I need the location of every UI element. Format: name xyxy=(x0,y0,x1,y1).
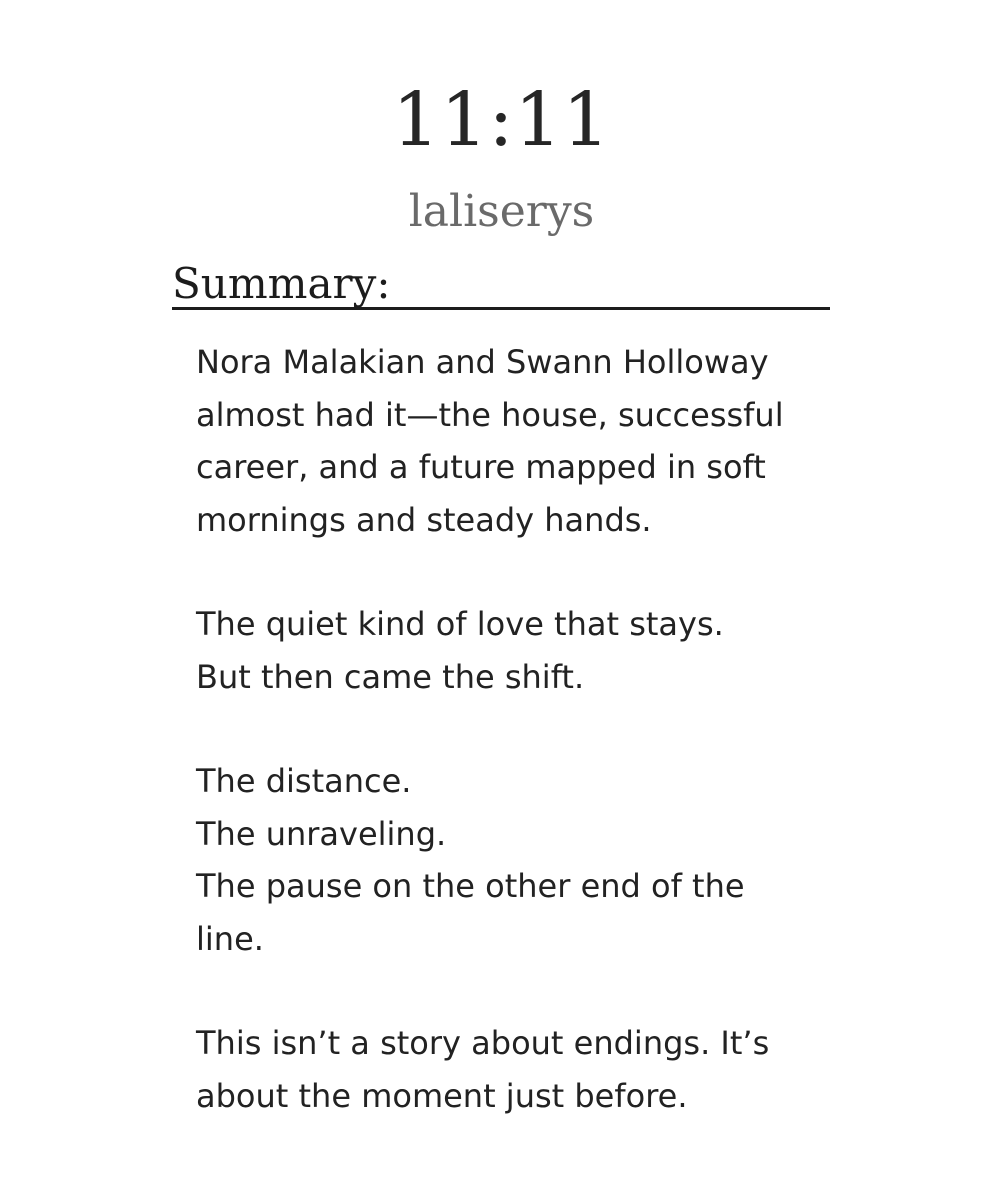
summary-line: The pause on the other end of the xyxy=(196,867,745,905)
summary-line: But then came the shift. xyxy=(196,657,585,696)
work-title: 11:11 xyxy=(392,77,611,163)
summary-line: This isn’t a story about endings. It’s xyxy=(196,1024,770,1062)
summary-paragraph xyxy=(196,755,816,965)
summary-line: mornings and steady hands. xyxy=(196,500,652,539)
summary-line: The distance. xyxy=(196,762,412,800)
summary-paragraph xyxy=(196,336,816,546)
summary-line: The unraveling. xyxy=(196,814,447,853)
summary-line: Nora Malakian and Swann Holloway xyxy=(196,343,769,381)
summary-paragraph xyxy=(196,598,816,703)
summary-paragraph xyxy=(196,1017,816,1122)
summary-line: about the moment just before. xyxy=(196,1076,688,1115)
summary-line: line. xyxy=(196,919,264,958)
summary-body xyxy=(196,336,816,1122)
author-name: laliserys xyxy=(408,186,595,237)
summary-line: The quiet kind of love that stays. xyxy=(196,605,724,643)
summary-line: career, and a future mapped in soft xyxy=(196,448,766,486)
summary-line: almost had it—the house, successful xyxy=(196,395,784,434)
summary-heading: Summary: xyxy=(172,254,830,310)
